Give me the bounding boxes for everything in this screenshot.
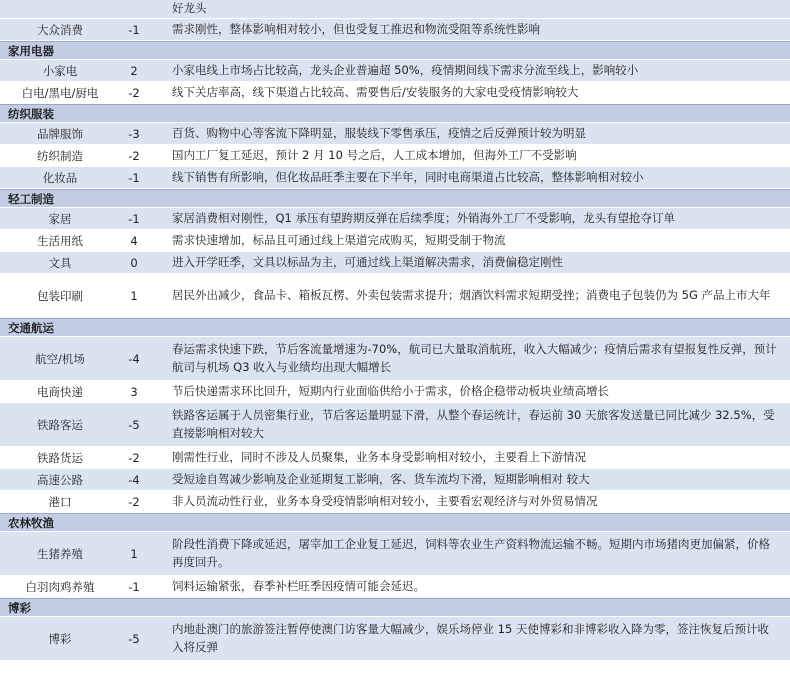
impact-score: -5 — [128, 417, 140, 432]
table-row — [0, 123, 790, 145]
category-row — [0, 598, 790, 617]
impact-score — [120, 0, 148, 18]
category-label: 农林牧渔 — [8, 515, 54, 530]
table-row — [0, 403, 790, 447]
table-row — [0, 337, 790, 381]
impact-description — [148, 208, 790, 229]
category-label: 纺织服装 — [8, 106, 54, 121]
impact-score: -1 — [128, 211, 140, 226]
impact-score: -2 — [128, 450, 140, 465]
impact-description-text: 阶段性消费下降或延迟，屠宰加工企业复工延迟，饲料等农业生产资料物流运输不畅。短期内市场猪肉更加偏紧，价格再度回升。 — [172, 536, 770, 569]
category-row — [0, 513, 790, 532]
category-row — [0, 41, 790, 60]
impact-description-text: 家居消费相对刚性，Q1 承压有望跨期反弹在后续季度；外销海外工厂不受影响，龙头有望抢夺订单 — [172, 210, 676, 225]
table-row — [0, 447, 790, 469]
table-row — [0, 381, 790, 403]
industry-name: 大众消费 — [37, 22, 83, 37]
impact-score: -1 — [128, 170, 140, 185]
impact-description-text: 需求快速增加，标品且可通过线上渠道完成购买，短期受制于物流 — [172, 232, 506, 247]
impact-score: -1 — [128, 22, 140, 37]
table-row — [0, 19, 790, 41]
impact-description-text: 刚需性行业，同时不涉及人员聚集，业务本身受影响相对较小，主要看上下游情况 — [172, 449, 586, 464]
impact-score: -3 — [128, 126, 140, 141]
impact-score: -2 — [128, 148, 140, 163]
impact-description-text: 受短途自驾减少影响及企业延期复工影响，客、货车流均下滑，短期影响相对 较大 — [172, 471, 590, 486]
impact-description — [148, 576, 790, 597]
industry-name: 港口 — [48, 494, 72, 509]
table-row — [0, 60, 790, 82]
impact-description — [148, 0, 790, 18]
impact-description-text: 非人员流动性行业，业务本身受疫情影响相对较小，主要看宏观经济与对外贸易情况 — [172, 493, 598, 508]
category-row — [0, 318, 790, 337]
table-row — [0, 469, 790, 491]
impact-description — [148, 447, 790, 468]
impact-description-text: 小家电线上市场占比较高，龙头企业普遍超 50%，疫情期间线下需求分流至线上，影响较小 — [172, 62, 639, 77]
table-row — [0, 230, 790, 252]
category-label: 交通航运 — [8, 320, 54, 335]
industry-name: 铁路货运 — [37, 450, 83, 465]
table-row — [0, 274, 790, 318]
industry-name: 航空/机场 — [35, 351, 85, 366]
industry-name: 电商快递 — [37, 384, 83, 399]
impact-score: 0 — [130, 255, 138, 270]
impact-description — [148, 60, 790, 81]
industry-name: 文具 — [48, 255, 72, 270]
impact-score: -5 — [128, 631, 140, 646]
industry-name: 生猪养殖 — [37, 546, 83, 561]
impact-description-text: 好龙头 — [172, 1, 207, 16]
impact-score: 4 — [130, 233, 138, 248]
table-row — [0, 167, 790, 189]
impact-description — [148, 19, 790, 40]
impact-description — [148, 167, 790, 188]
industry-name: 生活用纸 — [37, 233, 83, 248]
impact-description — [148, 82, 790, 103]
industry-name: 高速公路 — [37, 472, 83, 487]
impact-score: 3 — [130, 384, 138, 399]
impact-score: -4 — [128, 472, 140, 487]
industry-name: 包装印刷 — [37, 288, 83, 303]
table-row — [0, 532, 790, 576]
impact-description — [148, 252, 790, 273]
impact-description — [148, 230, 790, 251]
impact-description — [148, 145, 790, 166]
table-row — [0, 252, 790, 274]
impact-description-text: 线下销售有所影响，但化妆品旺季主要在下半年，同时电商渠道占比较高，整体影响相对较小 — [172, 169, 644, 184]
table-row — [0, 617, 790, 661]
impact-score: 1 — [130, 288, 138, 303]
impact-description — [148, 469, 790, 490]
category-label: 轻工制造 — [8, 191, 54, 206]
impact-description-text: 铁路客运属于人员密集行业，节后客运量明显下滑，从整个春运统计，春运前 30 天旅客发送量已同比减少 32.5%，受直接影响相对较大 — [172, 407, 775, 440]
impact-description — [148, 617, 790, 660]
impact-description-text: 节后快递需求环比回升，短期内行业面临供给小于需求，价格企稳带动板块业绩高增长 — [172, 383, 609, 398]
impact-description — [148, 274, 790, 317]
impact-description-text: 内地赴澳门的旅游签注暂停使澳门访客量大幅减少，娱乐场停业 15 天使博彩和非博彩收入降为零，签注恢复后预计收入将反弹 — [172, 621, 769, 654]
industry-name: 白羽肉鸡养殖 — [25, 579, 95, 594]
impact-description-text: 春运需求快速下跌，节后客流量增速为-70%，航司已大量取消航班，收入大幅减少；疫情后需求有望报复性反弹，预计航司与机场 Q3 收入与业绩均出现大幅增长 — [172, 341, 777, 374]
industry-name: 小家电 — [42, 63, 78, 78]
table-row — [0, 0, 790, 19]
table-row — [0, 208, 790, 230]
impact-description-text: 居民外出减少，食品卡、箱板瓦楞、外卖包装需求提升；烟酒饮料需求短期受挫；消费电子包装仍为 5G 产品上市大年 — [172, 287, 771, 302]
industry-name: 白电/黑电/厨电 — [21, 85, 99, 100]
impact-score: 1 — [130, 546, 138, 561]
industry-name: 铁路客运 — [37, 417, 83, 432]
impact-description-text: 线下关店率高，线下渠道占比较高、需要售后/安装服务的大家电受疫情影响较大 — [172, 84, 579, 99]
category-row — [0, 104, 790, 123]
category-label: 家用电器 — [8, 43, 54, 58]
impact-description — [148, 403, 790, 446]
impact-description — [148, 381, 790, 402]
table-row — [0, 576, 790, 598]
impact-description — [148, 337, 790, 380]
impact-description-text: 国内工厂复工延迟，预计 2 月 10 号之后，人工成本增加，但海外工厂不受影响 — [172, 147, 577, 162]
industry-name: 博彩 — [48, 631, 72, 646]
industry-name: 家居 — [48, 211, 72, 226]
impact-description — [148, 123, 790, 144]
impact-score: 2 — [130, 63, 138, 78]
impact-score: -2 — [128, 494, 140, 509]
table-row — [0, 145, 790, 167]
table-row — [0, 82, 790, 104]
industry-name: 品牌服饰 — [37, 126, 83, 141]
industry-name: 化妆品 — [42, 170, 78, 185]
table-row — [0, 491, 790, 513]
impact-score: -4 — [128, 351, 140, 366]
impact-description-text: 需求刚性，整体影响相对较小，但也受复工推迟和物流受阻等系统性影响 — [172, 21, 540, 36]
impact-description-text: 进入开学旺季，文具以标品为主，可通过线上渠道解决需求，消费偏稳定刚性 — [172, 254, 563, 269]
impact-description-text: 百货、购物中心等客流下降明显，服装线下零售承压，疫情之后反弹预计较为明显 — [172, 125, 586, 140]
industry-name — [0, 0, 120, 18]
impact-description — [148, 491, 790, 512]
industry-name: 纺织制造 — [37, 148, 83, 163]
category-row — [0, 189, 790, 208]
impact-score: -2 — [128, 85, 140, 100]
impact-description — [148, 532, 790, 575]
category-label: 博彩 — [8, 600, 31, 615]
impact-score: -1 — [128, 579, 140, 594]
impact-description-text: 饲料运输紧张，春季补栏旺季因疫情可能会延迟。 — [172, 578, 425, 593]
